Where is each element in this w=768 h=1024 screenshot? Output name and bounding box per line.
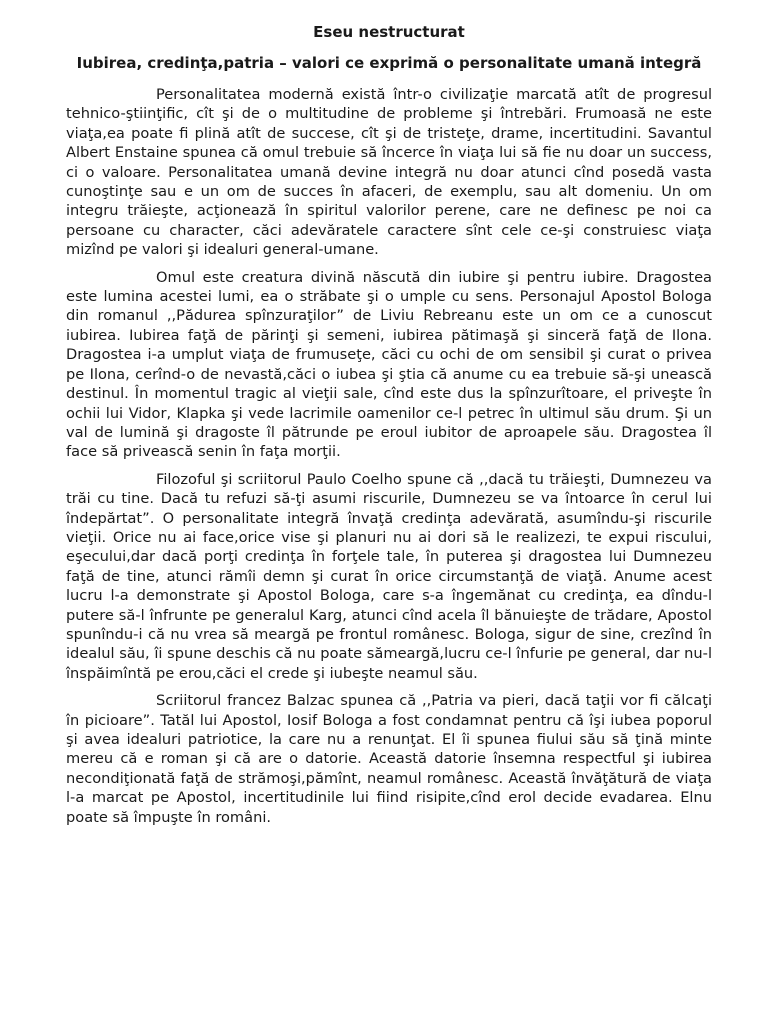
- document-subtitle: Iubirea, credinţa,patria – valori ce exprimă o personalitate umană integră: [76, 54, 702, 72]
- document-title: Eseu nestructurat: [313, 23, 465, 41]
- paragraph-4: Scriitorul francez Balzac spunea că ,,Patria va pieri, dacă taţii vor fi călcaţi în picioare”. Tatăl lui Apostol, Iosif Bologa a fost condamnat pentru că îşi iubea poporul şi avea idealuri patriotice, la care nu a renunţat. El îi spunea fiului său să ţină minte mereu că e roman şi că are o datorie. Această datorie însemna respectful şi iubirea necondiţionată faţă de strămoşi,pămînt, neamul românesc. Această învăţătură de viaţa l-a marcat pe Apostol, incertitudinile lui fiind risipite,cînd erol decide evadarea. Elnu poate să împuşte în români.: [66, 692, 712, 826]
- paragraph-1: Personalitatea modernă există într-o civilizaţie marcată atît de progresul tehnico-ştiinţific, cît şi de o multitudine de probleme şi întrebări. Frumoasă ne este viaţa,ea poate fi plină atît de succese, cît şi de tristeţe, drame, incertitudini. Savantul Albert Enstaine spunea că omul trebuie să încerce în viaţa lui să fie nu doar un success, ci o valoare. Personalitatea umană devine integră nu doar atunci cînd posedă vasta cunoştinţe sau e un om de succes în afaceri, de exemplu, sau alt domeniu. Un om integru trăieşte, acţionează în spiritul valorilor perene, care ne definesc pe noi ca persoane cu character, căci adevăratele caractere sînt cele ce-şi construiesc viaţa mizînd pe valori şi idealuri general-umane.: [66, 86, 712, 259]
- paragraph-2: Omul este creatura divină născută din iubire şi pentru iubire. Dragostea este lumina acestei lumi, ea o străbate şi o umple cu sens. Personajul Apostol Bologa din romanul ,,Pădurea spînzuraţilor” de Liviu Rebreanu este un om ce a cunoscut iubirea. Iubirea faţă de părinţi şi semeni, iubirea pătimaşă şi sinceră faţă de Ilona. Dragostea i-a umplut viaţa de frumuseţe, căci cu ochi de om sensibil şi curat o privea pe Ilona, cerînd-o de nevastă,căci o iubea şi ştia că anume cu ea trebuie să-şi unească destinul. În momentul tragic al vieţii sale, cînd este dus la spînzurîtoare, el priveşte în ochii lui Vidor, Klapka şi vede lacrimile oamenilor ce-l petrec în ultimul său drum. Şi un val de lumină şi dragoste îl pătrunde pe eroul iubitor de aproapele său. Dragostea îl face să privească senin în faţa morţii.: [66, 268, 712, 461]
- document-page: [66, 22, 712, 835]
- paragraph-3: Filozoful şi scriitorul Paulo Coelho spune că ,,dacă tu trăieşti, Dumnezeu va trăi cu tine. Dacă tu refuzi să-ţi asumi riscurile, Dumnezeu se va întoarce în cerul lui îndepărtat”. O personalitate integră învaţă credinţa adevărată, asumîndu-şi riscurile vieţii. Orice nu ai face,orice vise şi planuri nu ai dori să le realizezi, te expui riscului, eşecului,dar dacă porţi credinţa în forţele tale, în puterea şi dragostea lui Dumnezeu faţă de tine, atunci rămîi demn şi curat în orice circumstanţă de viaţă. Anume acest lucru l-a demonstrate şi Apostol Bologa, care s-a îngemănat cu credinţa, ea dîndu-l putere să-l înfrunte pe generalul Karg, atunci cînd acela îl bănuieşte de trădare, Apostol spunîndu-i că nu vrea să meargă pe frontul românesc. Bologa, sigur de sine, crezînd în idealul său, îi spune deschis că nu poate sămeargă,lucru ce-l înfurie pe general, dar nu-l înspăimîntă pe erou,căci el crede şi iubeşte neamul său.: [66, 470, 712, 682]
